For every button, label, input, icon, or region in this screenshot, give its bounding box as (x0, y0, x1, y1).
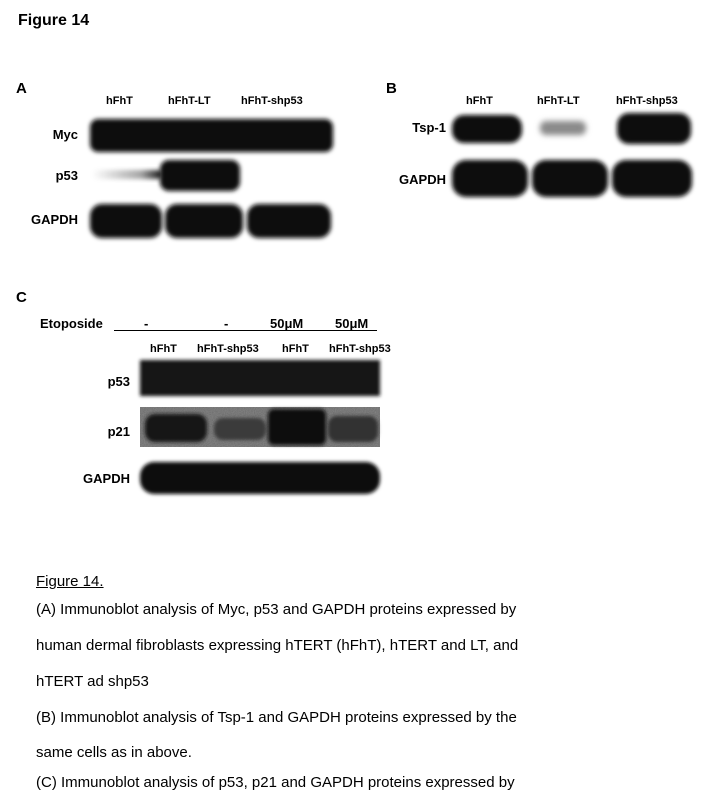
panel-b-lane-1: hFhT (466, 95, 493, 107)
panel-a-lane-1: hFhT (106, 95, 133, 107)
panel-b-row-gapdh: GAPDH (399, 172, 446, 187)
panel-a-lane-3: hFhT-shp53 (241, 95, 303, 107)
band-c-p21-4 (328, 416, 378, 442)
panel-a-row-gapdh: GAPDH (31, 212, 78, 227)
caption-line-2: human dermal fibroblasts expressing hTERT (hFhT), hTERT and LT, and (36, 637, 519, 654)
panel-b-row-tsp1: Tsp-1 (412, 120, 446, 135)
panel-c-treatment-label: Etoposide (40, 316, 103, 331)
panel-c-row-p53: p53 (107, 374, 130, 389)
panel-c-treatment-3: 50μM (270, 316, 304, 331)
caption-line-3: hTERT ad shp53 (36, 673, 149, 690)
panel-c-row-p21: p21 (107, 424, 130, 439)
panel-b-letter: B (386, 80, 397, 97)
caption-line-6: (C) Immunoblot analysis of p53, p21 and GAPDH proteins expressed by (36, 774, 515, 791)
panel-c-row-gapdh: GAPDH (83, 471, 130, 486)
panel-a-row-myc: Myc (52, 127, 78, 142)
panel-a-lane-2: hFhT-LT (168, 95, 211, 107)
band-c-p21-3 (268, 409, 326, 445)
panel-a-row-p53: p53 (55, 168, 78, 183)
caption-title: Figure 14. (36, 573, 104, 590)
panel-c-treatment-4: 50μM (335, 316, 369, 331)
band-c-p21-2 (214, 418, 266, 440)
caption-line-5: same cells as in above. (36, 744, 192, 761)
panel-c-lane-2: hFhT-shp53 (197, 343, 259, 355)
panel-c-treatment-2: - (224, 316, 229, 331)
panel-c-treatment-1: - (144, 316, 149, 331)
panel-c-letter: C (16, 289, 27, 306)
panel-b-lane-2: hFhT-LT (537, 95, 580, 107)
band-c-p21-1 (145, 414, 207, 442)
panel-c-lane-1: hFhT (150, 343, 177, 355)
panel-a-letter: A (16, 80, 27, 97)
caption-line-4: (B) Immunoblot analysis of Tsp-1 and GAPDH proteins expressed by the (36, 709, 517, 726)
band-c-gapdh (140, 462, 380, 494)
band-c-p53 (140, 360, 380, 396)
panel-b-lane-3: hFhT-shp53 (616, 95, 678, 107)
figure-title: Figure 14 (18, 12, 90, 29)
panel-c-lane-4: hFhT-shp53 (329, 343, 391, 355)
panel-c-lane-3: hFhT (282, 343, 309, 355)
caption-line-1: (A) Immunoblot analysis of Myc, p53 and GAPDH proteins expressed by (36, 601, 517, 618)
